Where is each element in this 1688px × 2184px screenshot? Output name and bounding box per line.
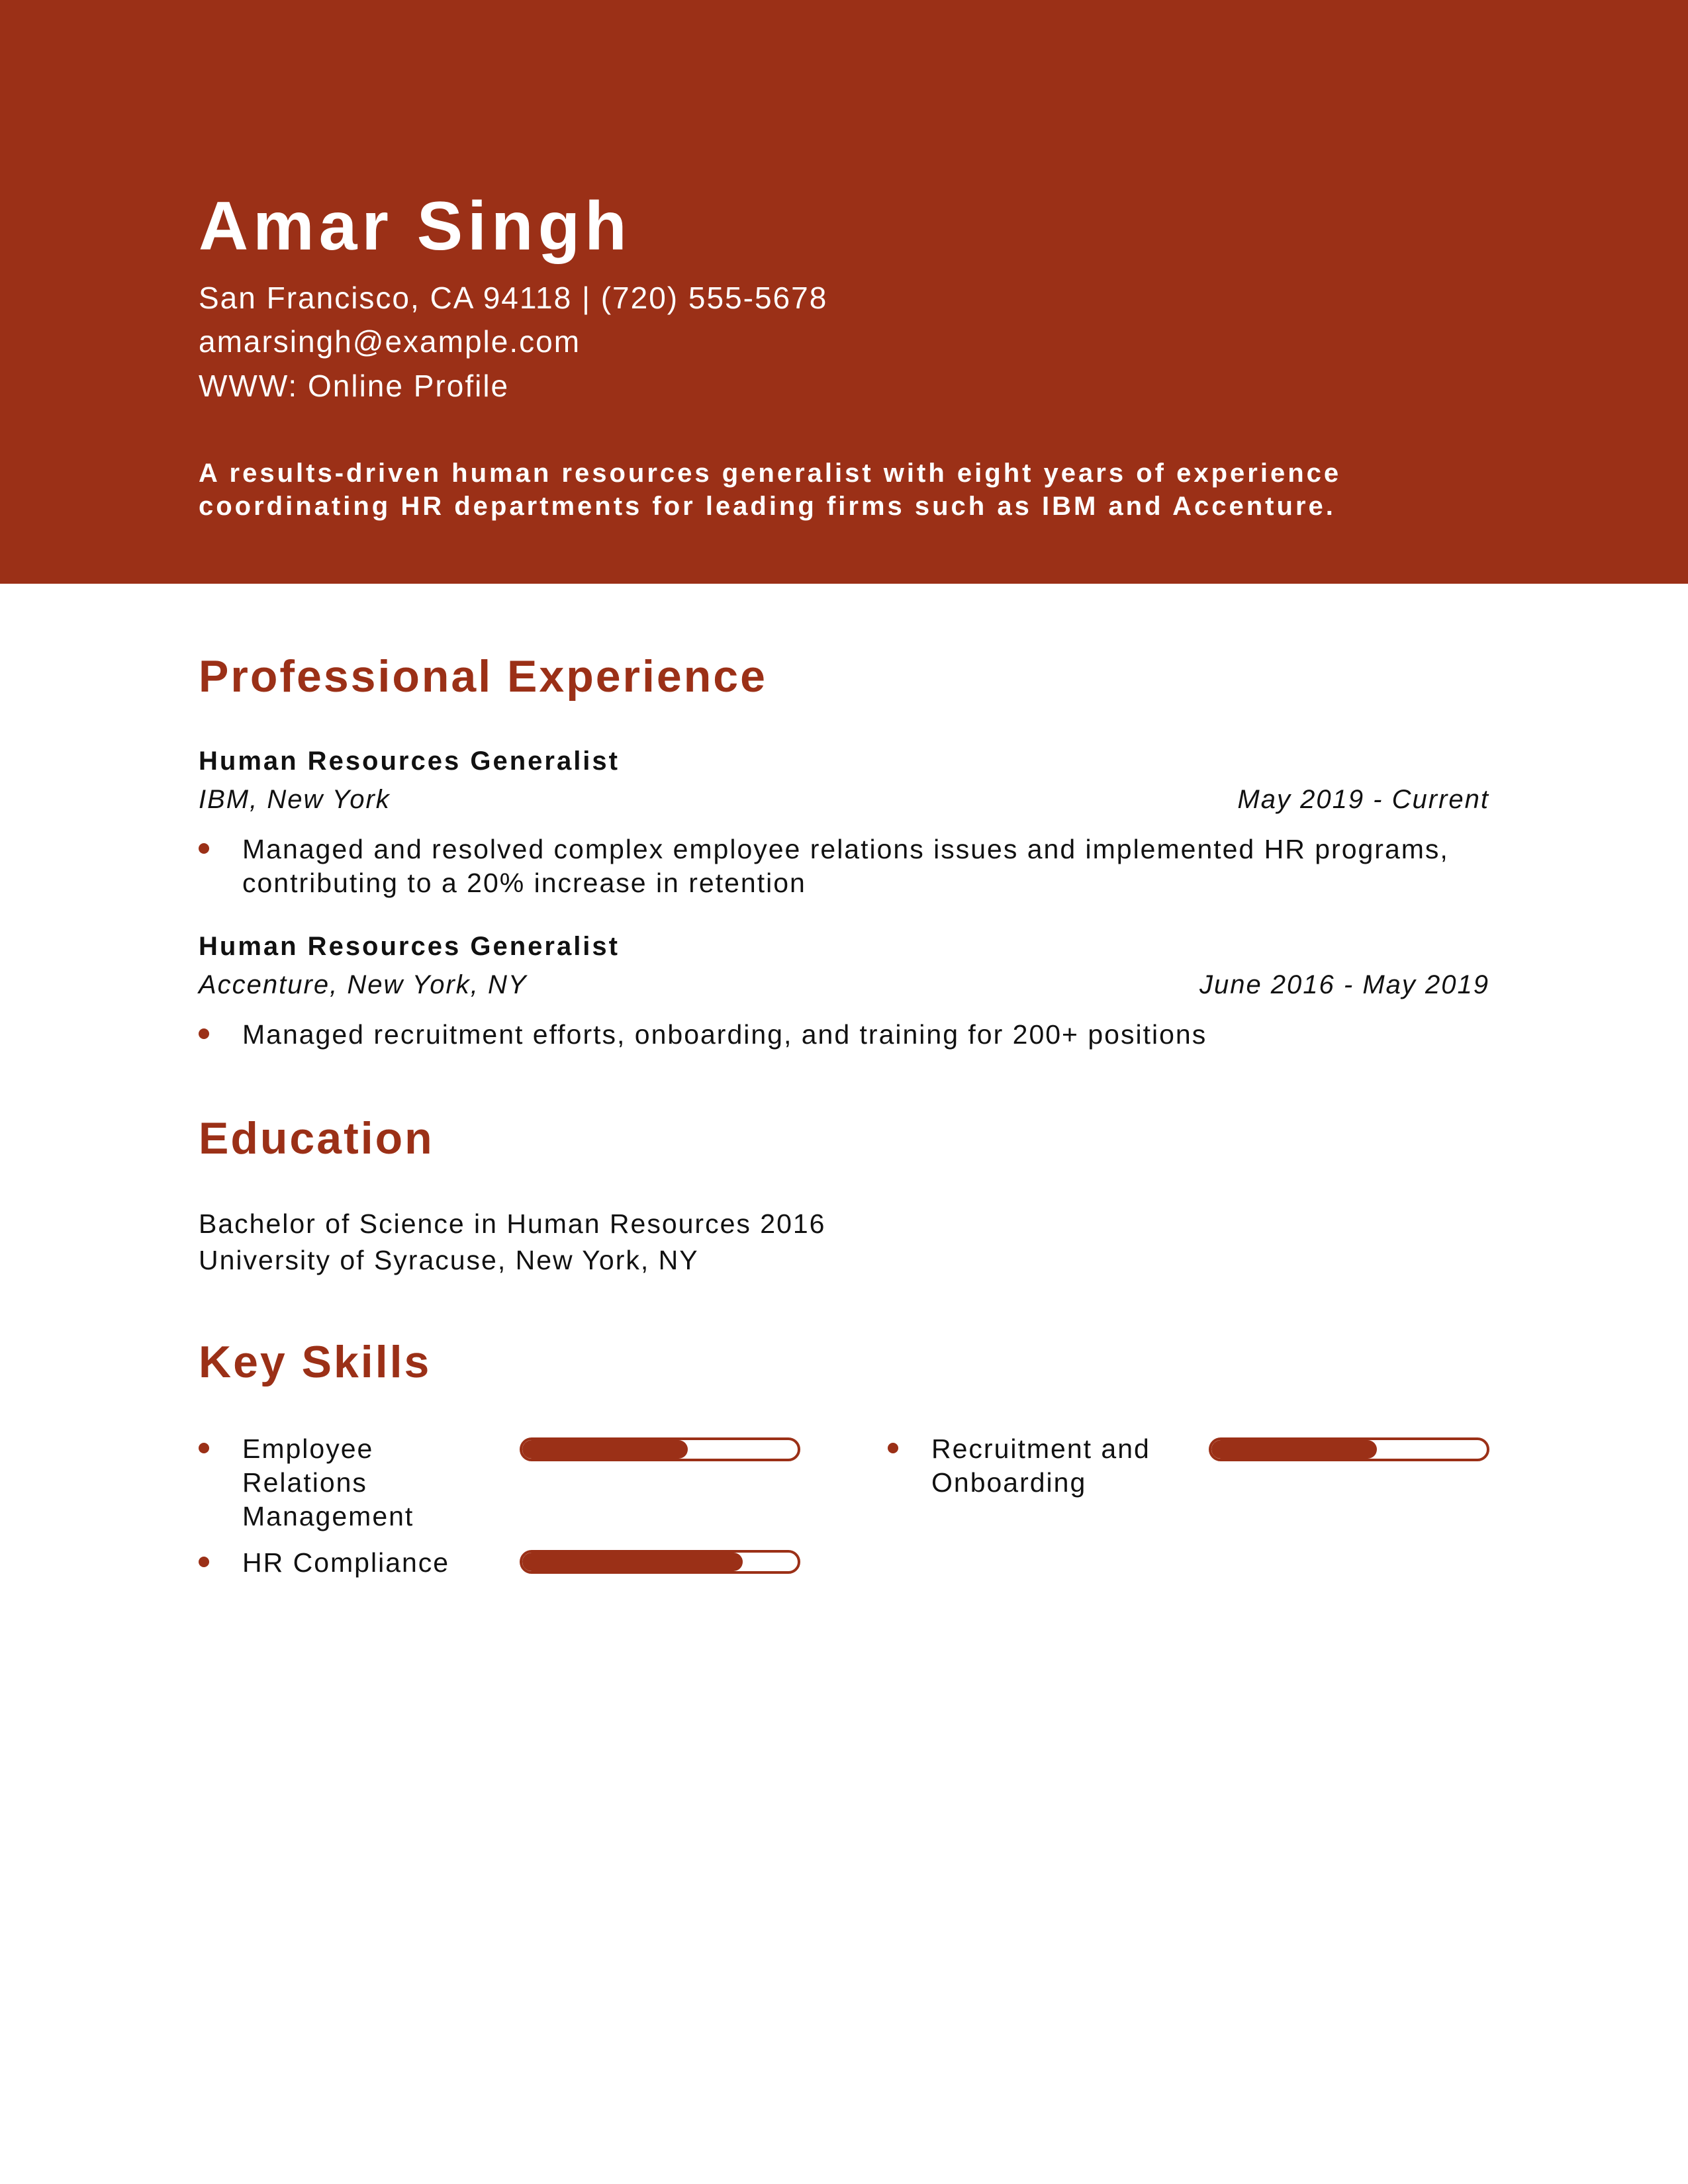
- online-profile-link[interactable]: WWW: Online Profile: [199, 369, 510, 403]
- professional-summary: A results-driven human resources generalist with eight years of experience coordinating HR departments for leading firms such as IBM and Accenture.: [199, 459, 1342, 521]
- skill-label: HR Compliance: [242, 1547, 450, 1578]
- job-title: Human Resources Generalist: [199, 932, 620, 961]
- job-company: IBM, New York: [199, 785, 391, 814]
- bullet-dot-icon: [199, 1443, 209, 1453]
- skill-item: [199, 1546, 503, 1580]
- job-dates: May 2019 - Current: [1237, 785, 1489, 814]
- job-bullet: [199, 1018, 1489, 1052]
- job-bullet-text: Managed recruitment efforts, onboarding, and training for 200+ positions: [242, 1019, 1207, 1050]
- header-banner: [0, 0, 1688, 584]
- job-bullet: [199, 833, 1489, 900]
- skill-label: Employee Relations Management: [242, 1433, 414, 1531]
- job-dates: June 2016 - May 2019: [1199, 970, 1489, 999]
- section-title-education: Education: [199, 1113, 434, 1163]
- bullet-dot-icon: [888, 1443, 898, 1453]
- location-phone: San Francisco, CA 94118 | (720) 555-5678: [199, 281, 828, 315]
- section-title-skills: Key Skills: [199, 1337, 432, 1387]
- skill-level-bar: [520, 1550, 800, 1574]
- skill-level-bar: [520, 1437, 800, 1461]
- job-bullet-text: Managed and resolved complex employee relations issues and implemented HR programs, contributing to a 20% increase in retention: [242, 834, 1449, 898]
- candidate-name: Amar Singh: [199, 188, 632, 265]
- bullet-dot-icon: [199, 843, 209, 854]
- skill-level-fill: [522, 1440, 688, 1459]
- skill-item: [199, 1432, 503, 1533]
- skill-label: Recruitment and Onboarding: [931, 1433, 1150, 1498]
- bullet-dot-icon: [199, 1557, 209, 1567]
- job-company: Accenture, New York, NY: [199, 970, 528, 999]
- skill-level-fill: [522, 1553, 743, 1571]
- section-title-experience: Professional Experience: [199, 651, 767, 702]
- job-title: Human Resources Generalist: [199, 747, 620, 776]
- skill-level-bar: [1209, 1437, 1489, 1461]
- email-link[interactable]: amarsingh@example.com: [199, 324, 581, 359]
- bullet-dot-icon: [199, 1028, 209, 1039]
- education-school: University of Syracuse, New York, NY: [199, 1245, 699, 1275]
- skill-level-fill: [1211, 1440, 1377, 1459]
- skill-item: [888, 1432, 1192, 1500]
- education-degree: Bachelor of Science in Human Resources 2016: [199, 1208, 826, 1239]
